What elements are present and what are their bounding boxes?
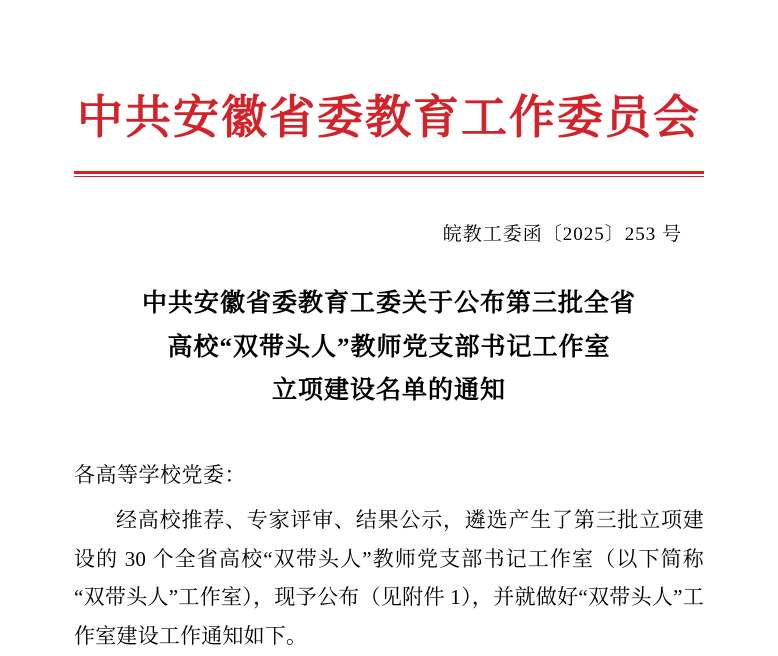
document-title-line-1: 中共安徽省委教育工委关于公布第三批全省 [141, 289, 636, 317]
salutation: 各高等学校党委： [74, 463, 246, 488]
body-paragraph: 经高校推荐、专家评审、结果公示，遴选产生了第三批立项建设的 30 个全省高校“双带头人”教师党支部书记工作室（以下简称“双带头人”工作室），现予公布（见附件 1），并就做好“双带头人”工作室建设工作通知如下。 [74, 507, 704, 649]
masthead [74, 0, 704, 145]
masthead-divider-thick-line [74, 171, 704, 174]
issuing-organization: 中共安徽省委教育工作委员会 [77, 92, 701, 143]
document-title-line-2: 高校“双带头人”教师党支部书记工作室 [167, 333, 611, 361]
document-title-line-3: 立项建设名单的通知 [271, 377, 506, 405]
masthead-divider-thin-line [74, 176, 704, 177]
document-title [74, 282, 704, 413]
masthead-divider [74, 171, 704, 177]
document-number: 皖教工委函〔2025〕253 号 [442, 223, 682, 245]
